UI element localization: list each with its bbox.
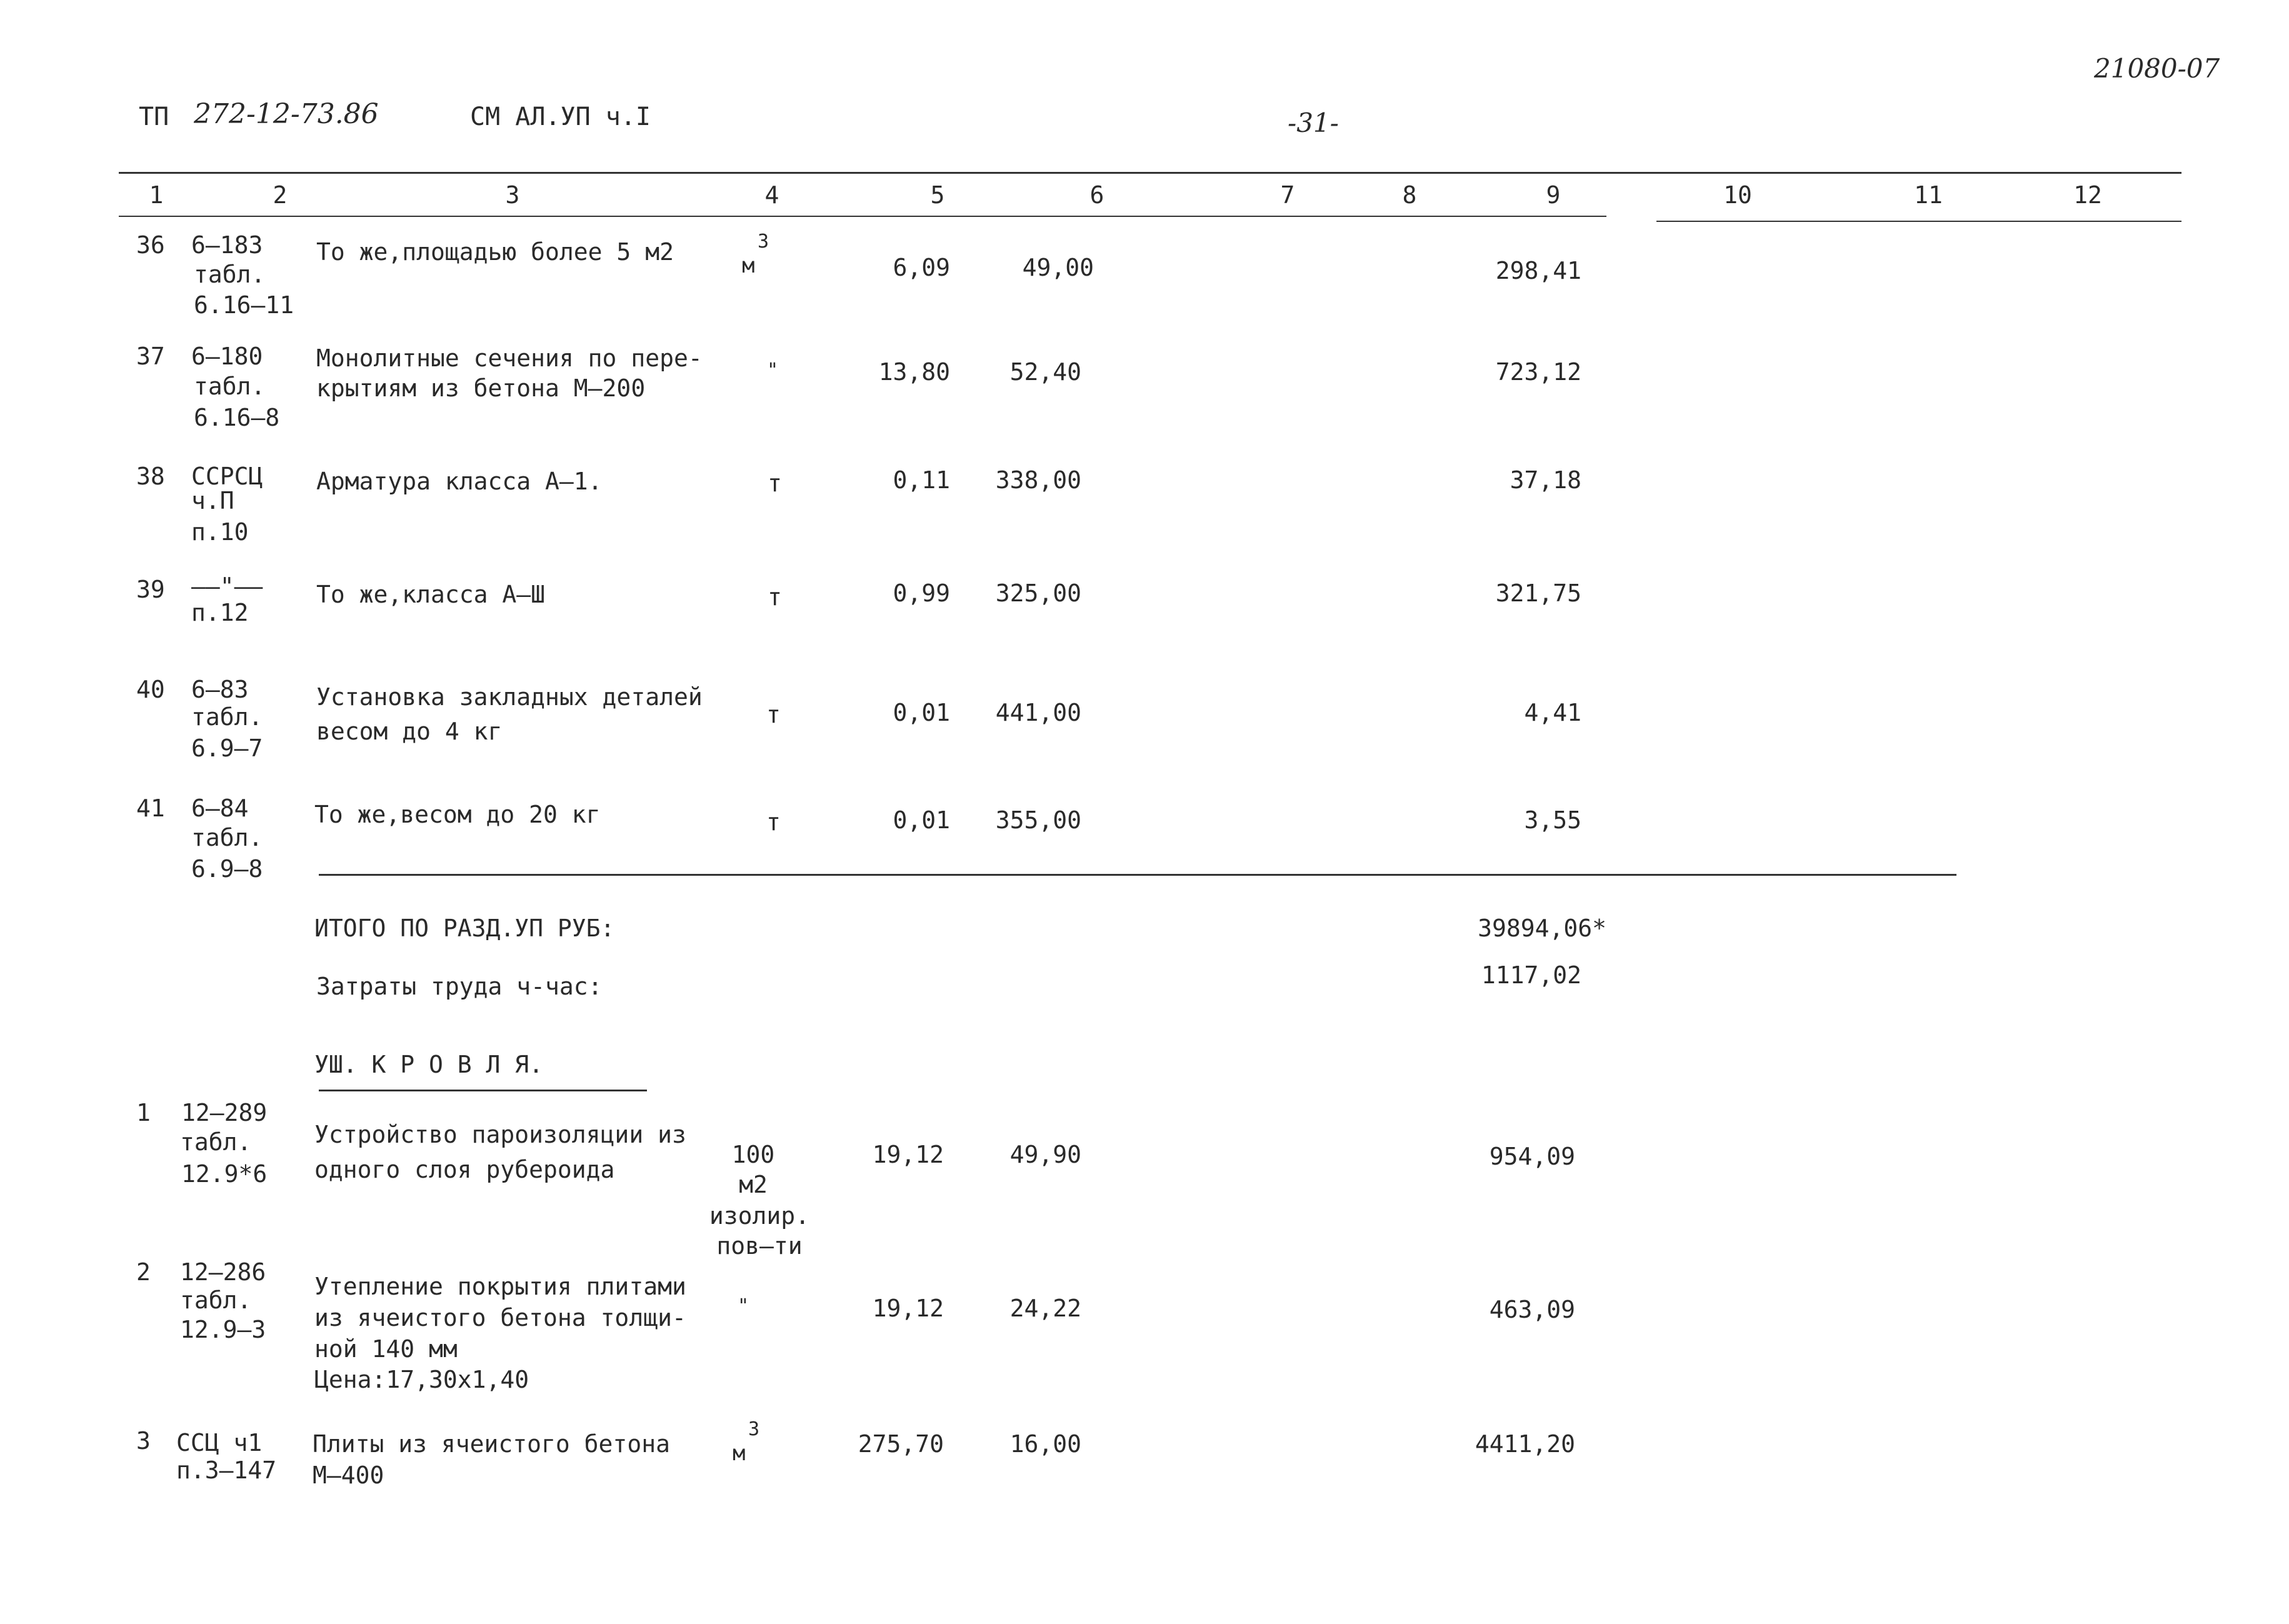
row-description: Устройство пароизоляции из — [314, 1121, 686, 1148]
row-description: То же,весом до 20 кг — [314, 801, 601, 828]
row-quantity: 0,01 — [893, 806, 950, 834]
row-price: 16,00 — [1009, 1430, 1081, 1458]
row-code: табл. — [180, 1128, 252, 1156]
row-description: одного слоя рубероида — [314, 1156, 615, 1183]
row-quantity: 6,09 — [893, 254, 950, 281]
row-description: М–400 — [313, 1461, 384, 1489]
row-total: 954,09 — [1489, 1143, 1575, 1170]
row-total: 4411,20 — [1475, 1430, 1575, 1458]
row-price: 24,22 — [1009, 1295, 1081, 1322]
row-unit: пов–ти — [716, 1232, 803, 1260]
section-title: УШ. К Р О В Л Я. — [314, 1051, 544, 1078]
header-bottom-rule — [119, 216, 1606, 217]
column-number: 3 — [505, 181, 520, 209]
row-total: 298,41 — [1495, 257, 1581, 284]
row-price: 49,90 — [1009, 1141, 1081, 1168]
row-unit: т — [768, 583, 782, 611]
row-price: 355,00 — [995, 806, 1081, 834]
row-number: 37 — [136, 343, 165, 370]
row-description: Плиты из ячеистого бетона — [313, 1430, 670, 1458]
doc-prefix: ТП — [139, 103, 169, 131]
row-number: 40 — [136, 676, 165, 703]
row-total: 37,18 — [1510, 466, 1581, 494]
labor-cost-label: Затраты труда ч-час: — [316, 973, 603, 1000]
section-title-underline — [319, 1090, 647, 1091]
row-unit: м2 — [739, 1171, 768, 1198]
column-number: 2 — [273, 181, 288, 209]
row-price: 441,00 — [995, 699, 1081, 726]
row-code: табл. — [180, 1286, 252, 1314]
row-code: п.3–147 — [176, 1456, 277, 1484]
section-total-value: 39894,06* — [1478, 915, 1606, 942]
row-description: ной 140 мм — [314, 1335, 458, 1363]
row-code: 12.9*6 — [181, 1160, 268, 1188]
row-unit: м — [742, 253, 755, 278]
column-number: 9 — [1546, 181, 1561, 209]
row-price: 49,00 — [1022, 254, 1094, 281]
row-code: 12.9–3 — [180, 1316, 266, 1343]
row-quantity: 0,11 — [893, 466, 950, 494]
row-total: 723,12 — [1495, 358, 1581, 386]
row-quantity: 0,99 — [893, 579, 950, 607]
row-description: весом до 4 кг — [316, 718, 503, 745]
row-unit: 100 — [731, 1141, 775, 1168]
row-unit: " — [767, 359, 779, 381]
row-description: крытиям из бетона М–200 — [316, 374, 646, 402]
row-unit: изолир. — [709, 1202, 810, 1230]
row-total: 463,09 — [1489, 1296, 1575, 1323]
row-quantity: 13,80 — [878, 358, 950, 386]
subtotal-rule — [319, 874, 1956, 876]
row-code: 12–289 — [181, 1099, 268, 1126]
row-number: 41 — [136, 794, 165, 822]
row-code: 6–84 — [191, 794, 249, 822]
row-price: 338,00 — [995, 466, 1081, 494]
row-code: 6–180 — [191, 343, 263, 370]
row-unit-superscript: 3 — [758, 231, 769, 253]
row-code: табл. — [191, 824, 263, 851]
row-unit: м — [733, 1441, 746, 1466]
row-number: 39 — [136, 576, 165, 603]
row-description: Установка закладных деталей — [316, 683, 703, 711]
row-number: 1 — [136, 1099, 151, 1126]
row-code: 6.9–7 — [191, 734, 263, 762]
row-code: 6.9–8 — [191, 855, 263, 883]
row-description: Утепление покрытия плитами — [314, 1273, 686, 1300]
section-reference: СМ АЛ.УП ч.I — [470, 103, 651, 131]
page-number: -31- — [1288, 108, 1339, 138]
row-code: 6.16–8 — [194, 404, 280, 431]
column-number: 10 — [1723, 181, 1752, 209]
row-code: табл. — [191, 703, 263, 731]
row-code: 6–183 — [191, 231, 263, 259]
row-code: п.12 — [191, 599, 249, 626]
column-number: 12 — [2073, 181, 2102, 209]
row-total: 3,55 — [1524, 806, 1581, 834]
column-number: 4 — [764, 181, 779, 209]
row-code: п.10 — [191, 518, 249, 546]
column-number: 1 — [149, 181, 164, 209]
row-unit: " — [738, 1295, 749, 1317]
row-quantity: 0,01 — [893, 699, 950, 726]
column-number: 11 — [1914, 181, 1943, 209]
row-description: Цена:17,30х1,40 — [314, 1366, 529, 1393]
row-unit-superscript: 3 — [748, 1418, 760, 1440]
column-number: 5 — [930, 181, 945, 209]
row-code: 12–286 — [180, 1258, 266, 1286]
header-top-rule — [119, 172, 2181, 174]
row-number: 36 — [136, 231, 165, 259]
row-code: ССЦ ч1 — [176, 1429, 263, 1456]
column-number: 7 — [1280, 181, 1295, 209]
row-description: Монолитные сечения по пере- — [316, 344, 703, 372]
row-description: из ячеистого бетона толщи- — [314, 1304, 686, 1331]
row-quantity: 19,12 — [872, 1141, 944, 1168]
row-description: Арматура класса А–1. — [316, 468, 603, 495]
row-description: То же,класса А–Ш — [316, 581, 546, 608]
row-code: ССРСЦ — [191, 463, 263, 490]
row-total: 4,41 — [1524, 699, 1581, 726]
row-code: ––"–– — [191, 573, 263, 600]
row-number: 38 — [136, 463, 165, 490]
row-code: 6–83 — [191, 676, 249, 703]
row-code: ч.П — [191, 487, 234, 514]
row-code: табл. — [194, 373, 266, 400]
column-number: 6 — [1089, 181, 1104, 209]
row-code: табл. — [194, 261, 266, 288]
corner-code: 21080-07 — [2094, 53, 2220, 84]
row-unit: т — [768, 469, 782, 497]
row-quantity: 19,12 — [872, 1295, 944, 1322]
row-unit: т — [766, 701, 781, 728]
row-price: 52,40 — [1009, 358, 1081, 386]
row-number: 3 — [136, 1427, 151, 1455]
row-code: 6.16–11 — [194, 291, 294, 319]
section-total-label: ИТОГО ПО РАЗД.УП РУБ: — [314, 915, 615, 942]
row-price: 325,00 — [995, 579, 1081, 607]
row-description: То же,площадью более 5 м2 — [316, 238, 674, 266]
header-bottom-rule-right — [1656, 221, 2181, 222]
row-number: 2 — [136, 1258, 151, 1286]
labor-cost-value: 1117,02 — [1481, 961, 1581, 989]
row-total: 321,75 — [1495, 579, 1581, 607]
doc-number: 272-12-73.86 — [194, 98, 379, 130]
row-quantity: 275,70 — [858, 1430, 944, 1458]
column-number: 8 — [1402, 181, 1417, 209]
row-unit: т — [766, 808, 781, 836]
